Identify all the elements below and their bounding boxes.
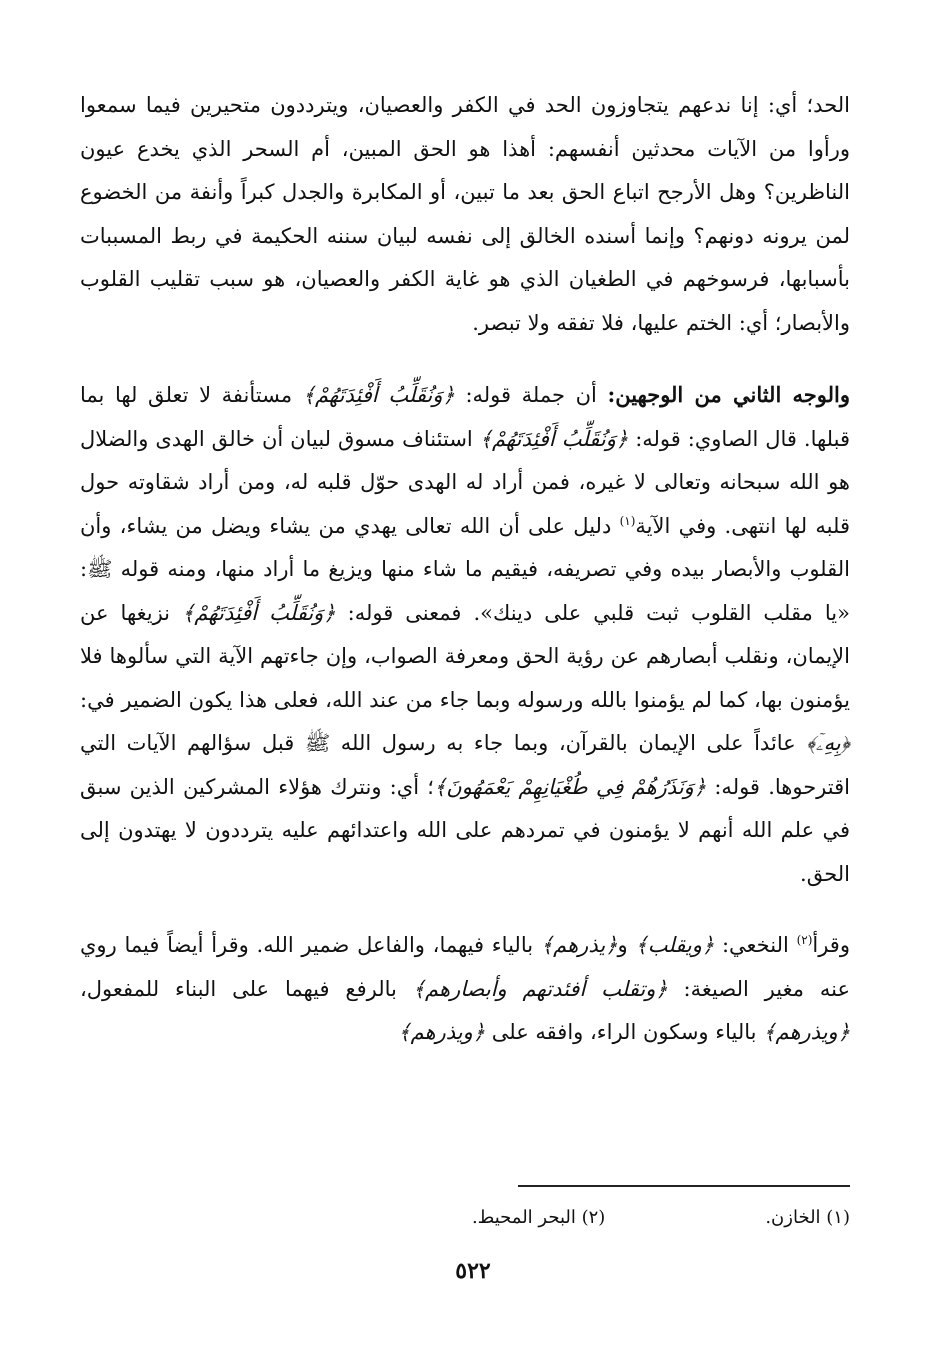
- footnotes: [80, 1203, 850, 1233]
- footnote-2: (٢) البحر المحيط.: [471, 1207, 606, 1228]
- paragraph-2-segment-5: نزيغها عن الإيمان، ونقلب أبصارهم عن رؤية الحق ومعرفة الصواب، وإن جاءتهم الآية التي سألوها فلا يؤمنون بها، كما لم يؤمنوا بالله ورسوله وبما جاء من عند الله، فعلى هذا يكون الضمير في:: [80, 600, 850, 712]
- paragraph-2-segment-1: أن جملة قوله:: [454, 383, 608, 407]
- paragraph-3-segment-6: بالياء وسكون الراء، وافقه على: [485, 1020, 764, 1044]
- paragraph-2-segment-4: دليل على أن الله تعالى يهدي من يشاء ويضل من يشاء، وأن القلوب والأبصار بيده وفي تصريفه، فيقيم ما شاء منها ويزيغ ما أراد منها، ومنه قوله ﷺ: «يا مقلب القلوب ثبت قلبي على دينك». فمعنى قوله:: [80, 513, 850, 625]
- footnote-ref-1[interactable]: (١): [619, 513, 636, 528]
- paragraph-3-segment-3: و: [617, 933, 636, 957]
- paragraph-2-segment-7: ؛ أي: ونترك هؤلاء المشركين الذين سبق في علم الله أنهم لا يؤمنون في تمردهم على الله واعتدائهم عليه يترددون لا يهتدون إلى الحق.: [80, 774, 850, 886]
- paragraph-2: [80, 373, 850, 896]
- main-text: [80, 84, 850, 1055]
- quran-quote: ﴿وَنُقَلِّبُ أَفْئِدَتَهُمْ﴾: [182, 600, 336, 625]
- footnote-divider: [518, 1185, 850, 1187]
- paragraph-1-text: الحد؛ أي: إنا ندعهم يتجاوزون الحد في الكفر والعصيان، ويترددون متحيرين فيما سمعوا ورأوا من الآيات محدثين أنفسهم: أهذا هو الحق المبين، أم السحر الذي يخدع عيون الناظرين؟ وهل الأرجح اتباع الحق بعد ما تبين، أو المكابرة والجدل كبراً وأنفة من الخضوع لمن يرونه دونهم؟ وإنما أسنده الخالق إلى نفسه لبيان سننه الحكيمة في ربط المسببات بأسبابها، فرسوخهم في الطغيان الذي هو غاية الكفر والعصيان، هو سبب تقليب القلوب والأبصار؛ أي: الختم عليها، فلا تفقه ولا تبصر.: [80, 93, 850, 335]
- paragraph-2-lead: والوجه الثاني من الوجهين:: [607, 382, 850, 407]
- paragraph-3-segment-2: النخعي:: [714, 933, 797, 957]
- quran-quote: ﴿ويذرهم﴾: [763, 1020, 850, 1044]
- page-number: ٥٢٢: [455, 1258, 491, 1284]
- paragraph-3: [80, 924, 850, 1055]
- footnote-ref-2[interactable]: (٢): [796, 933, 813, 947]
- paragraph-3-segment-5: بالرفع فيهما على البناء للمفعول،: [80, 976, 413, 1001]
- footnote-1: (١) الخازن.: [765, 1207, 850, 1228]
- quran-quote: ﴿بِهِۦٓ﴾: [806, 731, 850, 755]
- paragraph-2-segment-6: عائداً على الإيمان بالقرآن، وبما جاء به رسول الله ﷺ قبل سؤالهم الآيات التي اقترحوها. قوله:: [80, 731, 850, 799]
- paragraph-2-segment-3: استئناف مسوق لبيان أن خالق الهدى والضلال هو الله سبحانه وتعالى لا غيره، فمن أراد له الهدى حوّل قلبه له، ومن أراد شقاوته حول قلبه لها انتهى. وفي الآية: [80, 426, 850, 538]
- paragraph-3-segment-1: وقرأ: [812, 933, 850, 957]
- paragraph-2-segment-2: مستأنفة لا تعلق لها بما قبلها. قال الصاوي: قوله:: [80, 383, 850, 451]
- quran-quote: ﴿وَنُقَلِّبُ أَفْئِدَتَهُمْ﴾: [302, 383, 455, 407]
- quran-quote: ﴿وَنَذَرُهُمْ فِي طُغْيَانِهِمْ يَعْمَهُونَ﴾: [433, 774, 707, 799]
- quran-quote: ﴿ويذرهم﴾: [398, 1020, 486, 1044]
- quran-quote: ﴿يذرهم﴾: [540, 933, 618, 957]
- quran-quote: ﴿وَنُقَلِّبُ أَفْئِدَتَهُمْ﴾: [479, 426, 629, 451]
- paragraph-1: [80, 84, 850, 345]
- quran-quote: ﴿وتقلب أفئدتهم وأبصارهم﴾: [412, 976, 668, 1001]
- quran-quote: ﴿ويقلب﴾: [635, 933, 715, 957]
- paragraph-3-segment-4: بالياء فيهما، والفاعل ضمير الله. وقرأ أيضاً فيما روي عنه مغير الصيغة:: [80, 933, 850, 1001]
